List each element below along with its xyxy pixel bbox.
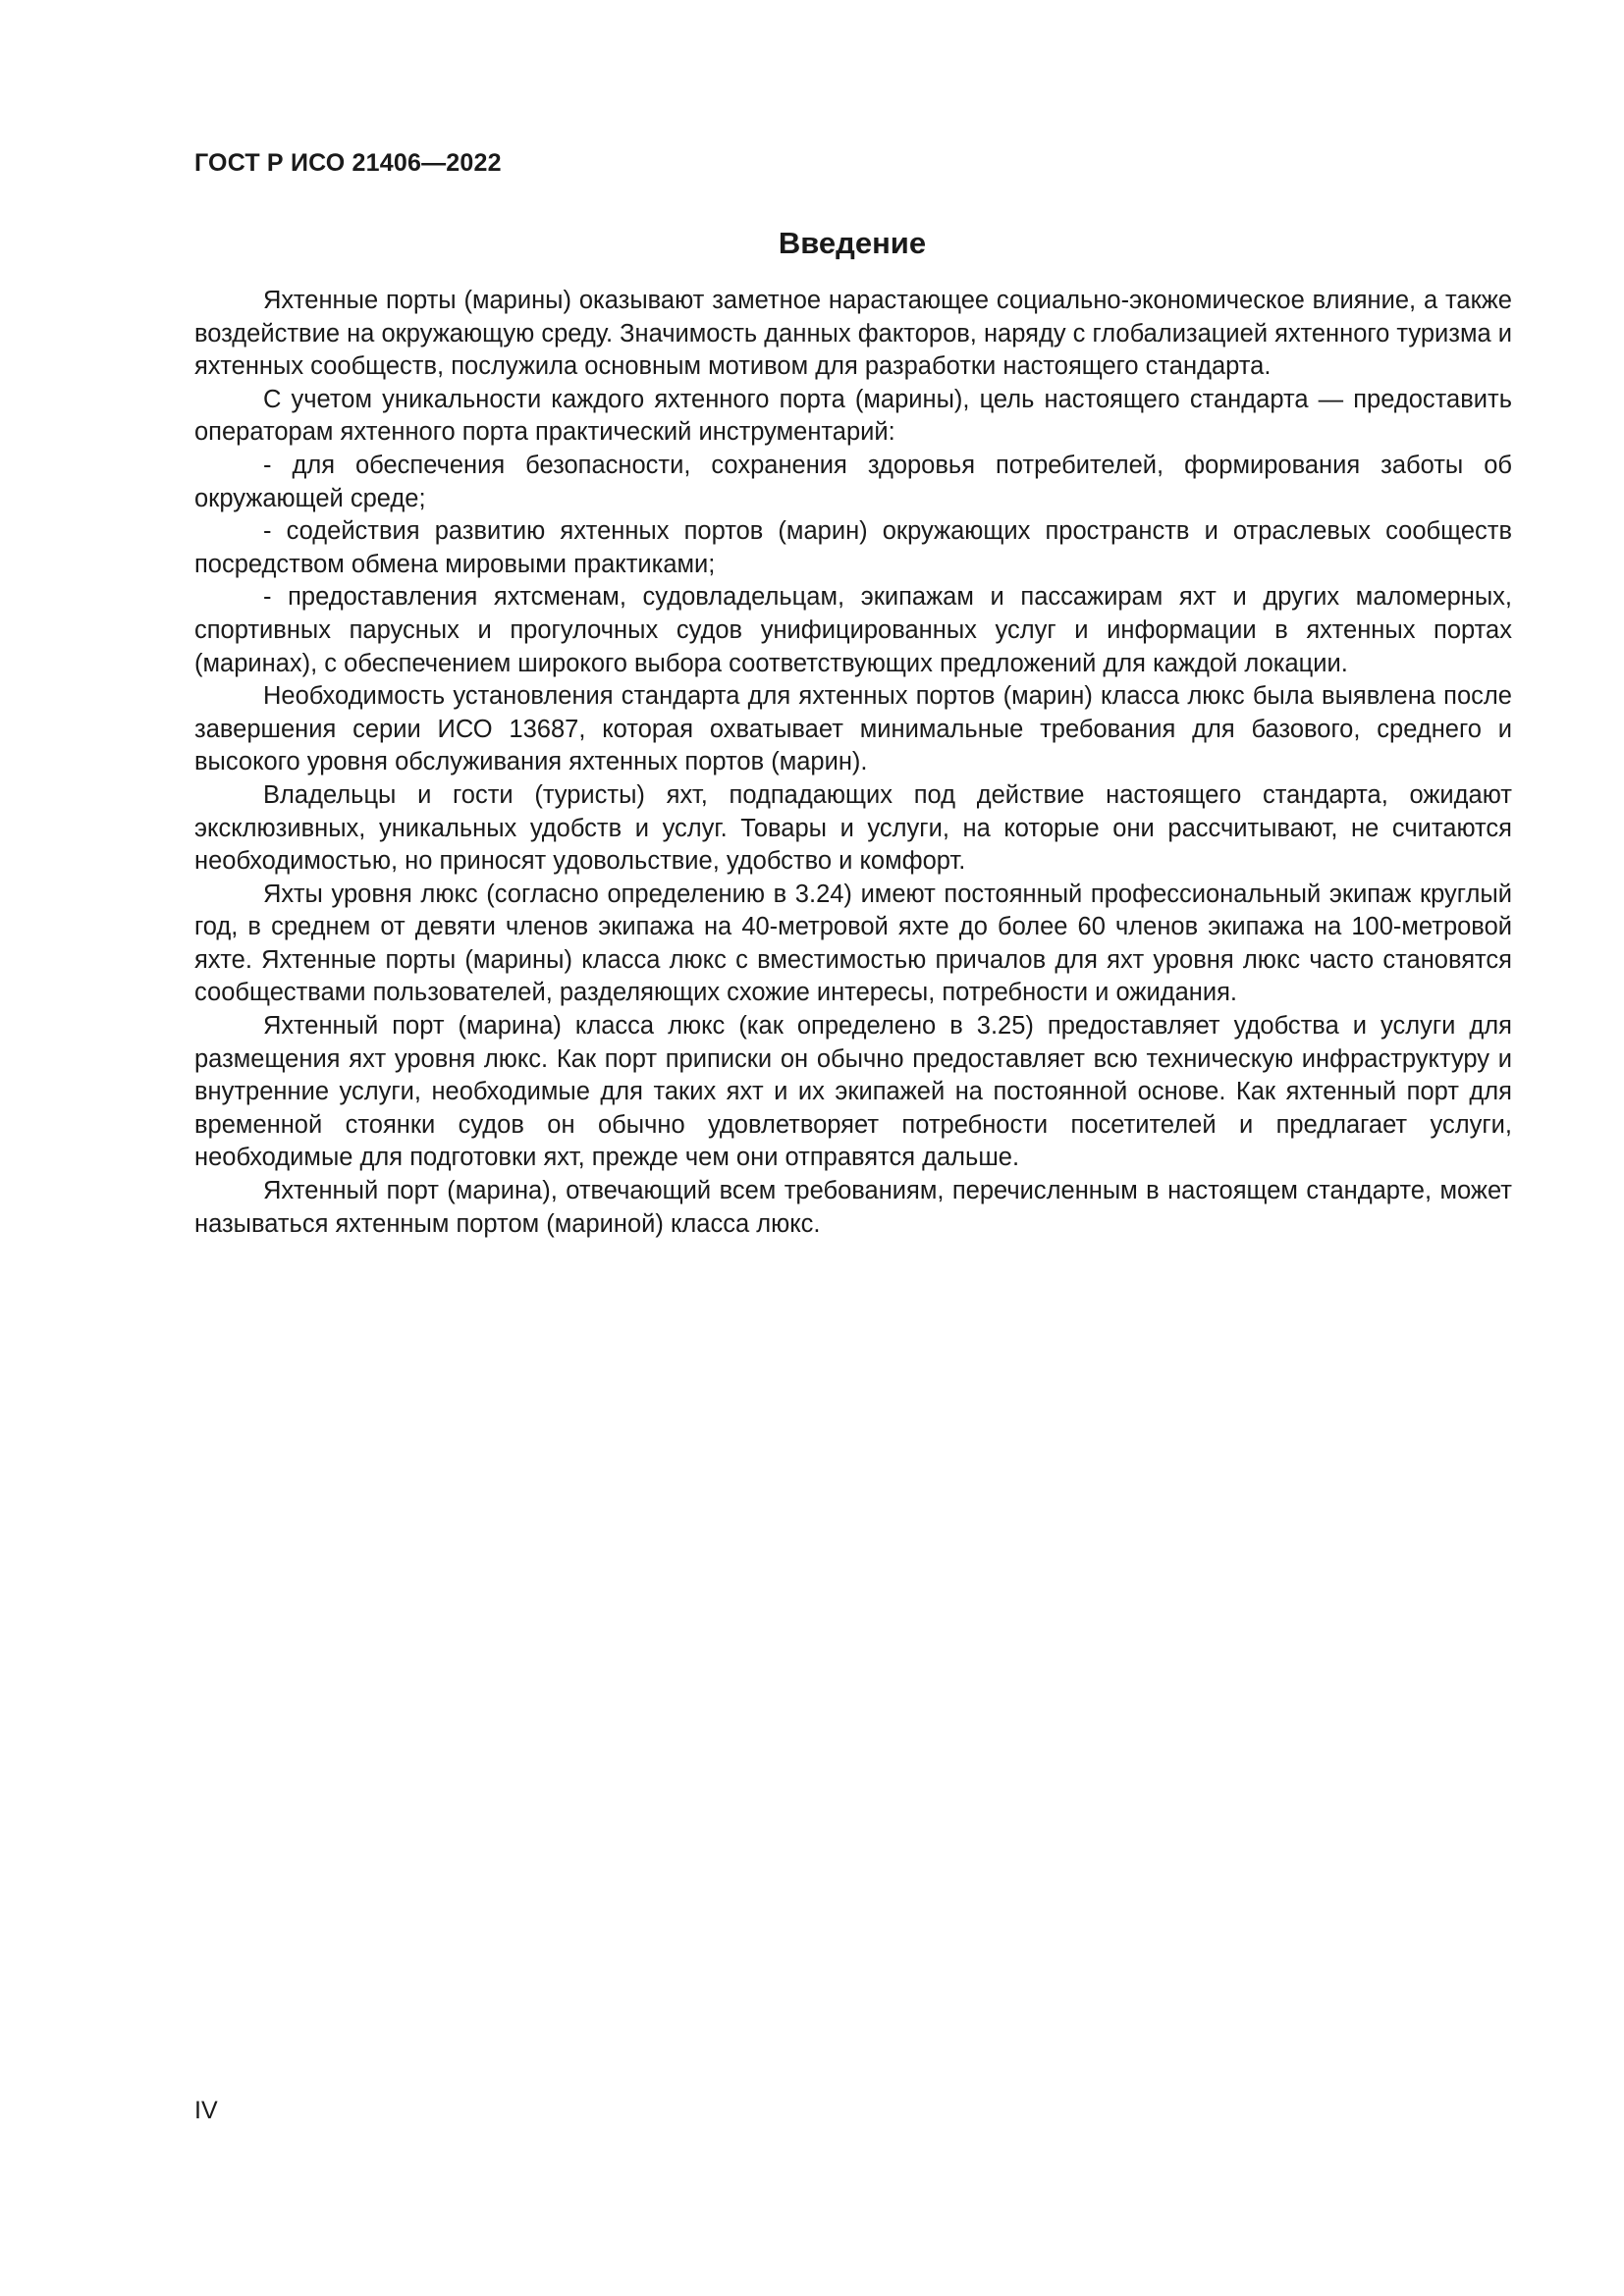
list-item: - для обеспечения безопасности, сохранения здоровья потребителей, формирования заботы об окружающей среде; — [194, 451, 1512, 512]
paragraph: Необходимость установления стандарта для яхтенных портов (марин) класса люкс была выявлена после завершения серии ИСО 13687, которая охватывает минимальные требования для базового, среднего и высокого уровня обслуживания яхтенных портов (марин). — [194, 682, 1512, 776]
list-item: - предоставления яхтсменам, судовладельцам, экипажам и пассажирам яхт и других маломерных, спортивных парусных и прогулочных судов унифицированных услуг и информации в яхтенных портах (маринах), с обеспечением широкого выбора соответствующих предложений для каждой локации. — [194, 583, 1512, 677]
paragraph: С учетом уникальности каждого яхтенного порта (марины), цель настоящего стандарта — предоставить операторам яхтенного порта практический инструментарий: — [194, 385, 1512, 447]
paragraph: Владельцы и гости (туристы) яхт, подпадающих под действие настоящего стандарта, ожидают эксклюзивных, уникальных удобств и услуг. Товары и услуги, на которые они рассчитывают, не считаются необходимостью, но приносят удовольствие, удобство и комфорт. — [194, 780, 1512, 876]
page-number: IV — [194, 2097, 218, 2124]
paragraph: Яхтенный порт (марина) класса люкс (как определено в 3.25) предоставляет удобства и услуги для размещения яхт уровня люкс. Как порт приписки он обычно предоставляет всю техническую инфраструктуру и внутренние услуги, необходимые для таких яхт и их экипажей на постоянной основе. Как яхтенный порт для временной стоянки судов он обычно удовлетворяет потребности посетителей и предлагает услуги, необходимые для подготовки яхт, прежде чем они отправятся дальше. — [194, 1012, 1512, 1172]
paragraph: Яхтенные порты (марины) оказывают заметное нарастающее социально-экономическое влияние, а также воздействие на окружающую среду. Значимость данных факторов, наряду с глобализацией яхтенного туризма и яхтенных сообществ, послужила основным мотивом для разработки настоящего стандарта. — [194, 287, 1512, 381]
body-text — [194, 285, 1512, 1241]
list-item: - содействия развитию яхтенных портов (марин) окружающих пространств и отраслевых сообществ посредством обмена мировыми практиками; — [194, 517, 1512, 578]
section-title: Введение — [778, 226, 927, 260]
document-code-header: ГОСТ Р ИСО 21406—2022 — [194, 149, 502, 177]
paragraph: Яхты уровня люкс (согласно определению в 3.24) имеют постоянный профессиональный экипаж круглый год, в среднем от девяти членов экипажа на 40-метровой яхте до более 60 членов экипажа на 100-метровой яхте. Яхтенные порты (марины) класса люкс с вместимостью причалов для яхт уровня люкс часто становятся сообществами пользователей, разделяющих схожие интересы, потребности и ожидания. — [194, 880, 1512, 1007]
paragraph: Яхтенный порт (марина), отвечающий всем требованиям, перечисленным в настоящем стандарте, может называться яхтенным портом (мариной) класса люкс. — [194, 1177, 1512, 1238]
